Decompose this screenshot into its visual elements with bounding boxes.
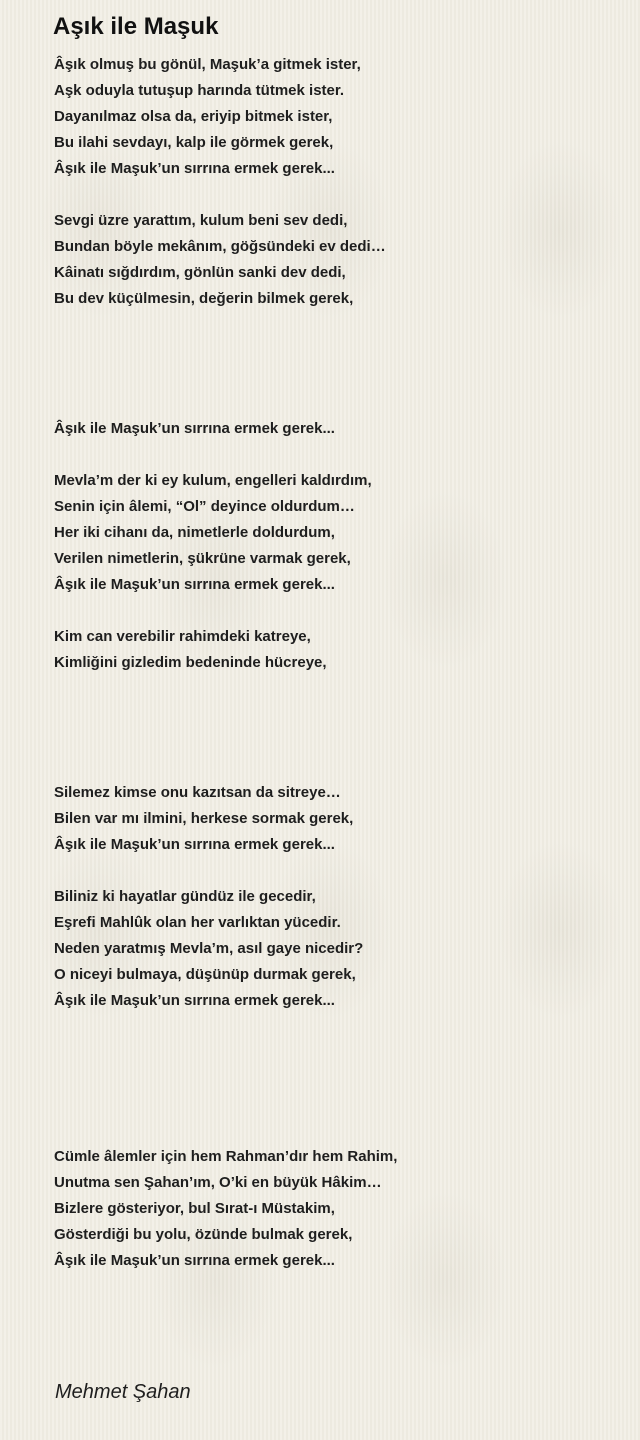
poem-line: Eşrefi Mahlûk olan her varlıktan yücedir. (54, 914, 341, 931)
poem-title: Aşık ile Maşuk (53, 13, 219, 40)
poem-line: Unutma sen Şahan’ım, O’ki en büyük Hâkim… (54, 1174, 382, 1191)
stanza-gap (54, 598, 614, 624)
stanza-gap (54, 858, 614, 884)
stanza-gap (54, 1066, 614, 1092)
poem-line: Âşık ile Maşuk’un sırrına ermek gerek... (54, 576, 335, 593)
stanza-gap (54, 1092, 614, 1118)
poem-line: Mevla’m der ki ey kulum, engelleri kaldırdım, (54, 472, 372, 489)
poem-line: Âşık ile Maşuk’un sırrına ermek gerek... (54, 160, 335, 177)
poem-line: Kâinatı sığdırdım, gönlün sanki dev dedi, (54, 264, 346, 281)
poem-line: Gösterdiği bu yolu, özünde bulmak gerek, (54, 1226, 353, 1243)
poem-line: Senin için âlemi, “Ol” deyince oldurdum… (54, 498, 355, 515)
poem-line: Kimliğini gizledim bedeninde hücreye, (54, 654, 327, 671)
poem-line: Âşık olmuş bu gönül, Maşuk’a gitmek ister, (54, 56, 361, 73)
poem-line: Silemez kimse onu kazıtsan da sitreye… (54, 784, 341, 801)
poem-line: Âşık ile Maşuk’un sırrına ermek gerek... (54, 1252, 335, 1269)
poem-line: Aşk oduyla tutuşup harında tütmek ister. (54, 82, 345, 99)
poem-line: Bundan böyle mekânım, göğsündeki ev dedi… (54, 238, 386, 255)
poem-line: Kim can verebilir rahimdeki katreye, (54, 628, 311, 645)
stanza-gap (54, 1040, 614, 1066)
poem-line: Sevgi üzre yarattım, kulum beni sev dedi, (54, 212, 348, 229)
stanza-gap (54, 182, 614, 208)
stanza-gap (54, 1118, 614, 1144)
poem-line: Âşık ile Maşuk’un sırrına ermek gerek... (54, 836, 335, 853)
stanza-gap (54, 390, 614, 416)
poem-line: Her iki cihanı da, nimetlerle doldurdum, (54, 524, 335, 541)
poem-line: Biliniz ki hayatlar gündüz ile gecedir, (54, 888, 316, 905)
stanza-gap (54, 1014, 614, 1040)
stanza-gap (54, 442, 614, 468)
poem-line: Bizlere gösteriyor, bul Sırat-ı Müstakim, (54, 1200, 335, 1217)
poem-body (54, 52, 614, 1274)
poem-line: Neden yaratmış Mevla’m, asıl gaye nicedir? (54, 940, 364, 957)
poem-line: Cümle âlemler için hem Rahman’dır hem Rahim, (54, 1148, 398, 1165)
poem-line: Âşık ile Maşuk’un sırrına ermek gerek... (54, 420, 335, 437)
poem-line: Dayanılmaz olsa da, eriyip bitmek ister, (54, 108, 333, 125)
poem-line: Âşık ile Maşuk’un sırrına ermek gerek... (54, 992, 335, 1009)
stanza-gap (54, 728, 614, 754)
stanza-gap (54, 364, 614, 390)
poem-line: Verilen nimetlerin, şükrüne varmak gerek, (54, 550, 351, 567)
poem-line: Bu ilahi sevdayı, kalp ile görmek gerek, (54, 134, 334, 151)
stanza-gap (54, 312, 614, 338)
stanza-gap (54, 676, 614, 702)
poem-line: Bilen var mı ilmini, herkese sormak gerek, (54, 810, 354, 827)
poem-line: Bu dev küçülmesin, değerin bilmek gerek, (54, 290, 354, 307)
stanza-gap (54, 702, 614, 728)
stanza-gap (54, 754, 614, 780)
stanza-gap (54, 338, 614, 364)
poem-line: O niceyi bulmaya, düşünüp durmak gerek, (54, 966, 356, 983)
poem-author: Mehmet Şahan (55, 1381, 191, 1403)
